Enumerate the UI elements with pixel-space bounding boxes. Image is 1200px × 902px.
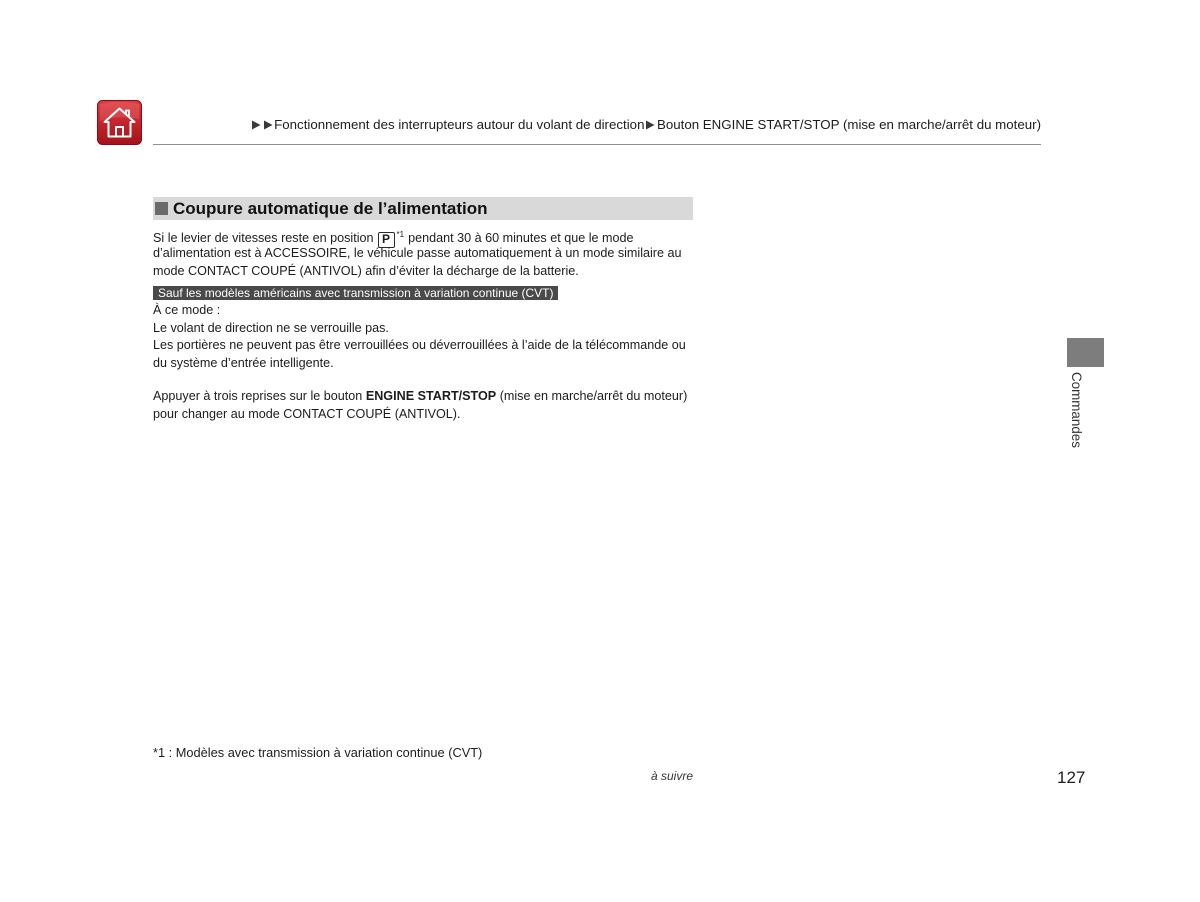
paragraph-line: pour changer au mode CONTACT COUPÉ (ANTIVOL). bbox=[153, 407, 461, 421]
header-divider bbox=[153, 144, 1041, 145]
paragraph-line: mode CONTACT COUPÉ (ANTIVOL) afin d’éviter la décharge de la batterie. bbox=[153, 264, 579, 278]
triangle-right-icon bbox=[251, 120, 261, 130]
paragraph-line: À ce mode : bbox=[153, 303, 221, 317]
breadcrumb bbox=[251, 116, 1041, 134]
model-note-text bbox=[153, 302, 686, 373]
model-applicability-label: Sauf les modèles américains avec transmission à variation continue (CVT) bbox=[153, 286, 558, 300]
paragraph-text: Si le levier de vitesses reste en position bbox=[153, 231, 374, 245]
paragraph-line: d’alimentation est à ACCESSOIRE, le véhicule passe automatiquement à un mode similaire au bbox=[153, 246, 682, 260]
page-number: 127 bbox=[1057, 768, 1086, 787]
continued-indicator: à suivre bbox=[650, 769, 693, 783]
breadcrumb-link-switch-operation[interactable]: Fonctionnement des interrupteurs autour du volant de direction bbox=[274, 117, 645, 132]
paragraph-text: pendant 30 à 60 minutes et que le mode bbox=[408, 231, 634, 245]
chapter-tab-marker[interactable] bbox=[1067, 338, 1104, 367]
paragraph-line: Les portières ne peuvent pas être verrouillées ou déverrouillées à l’aide de la télécommande ou bbox=[153, 338, 686, 353]
paragraph-line bbox=[153, 387, 687, 405]
section-heading-bar bbox=[153, 197, 693, 220]
engine-start-stop-button-name: ENGINE START/STOP bbox=[365, 389, 497, 403]
paragraph-line: du système d’entrée intelligente. bbox=[153, 356, 334, 371]
paragraph-line bbox=[153, 226, 682, 244]
paragraph-line: Le volant de direction ne se verrouille pas. bbox=[153, 320, 389, 335]
home-icon[interactable] bbox=[97, 100, 142, 145]
square-bullet-icon bbox=[155, 202, 168, 215]
chapter-tab-label[interactable]: Commandes bbox=[1069, 372, 1084, 448]
triangle-right-icon bbox=[263, 120, 273, 130]
footnote-reference: *1 bbox=[396, 230, 405, 239]
triangle-right-icon bbox=[645, 120, 655, 130]
paragraph-text: (mise en marche/arrêt du moteur) bbox=[499, 389, 688, 403]
park-position-symbol: P bbox=[378, 232, 395, 248]
instruction-paragraph bbox=[153, 387, 687, 423]
footnote: *1 : Modèles avec transmission à variation continue (CVT) bbox=[153, 745, 483, 760]
paragraph-text: Appuyer à trois reprises sur le bouton bbox=[153, 389, 363, 403]
intro-paragraph bbox=[153, 226, 682, 280]
section-title: Coupure automatique de l’alimentation bbox=[173, 199, 488, 218]
breadcrumb-link-engine-start-stop[interactable]: Bouton ENGINE START/STOP (mise en marche/arrêt du moteur) bbox=[656, 117, 1041, 132]
